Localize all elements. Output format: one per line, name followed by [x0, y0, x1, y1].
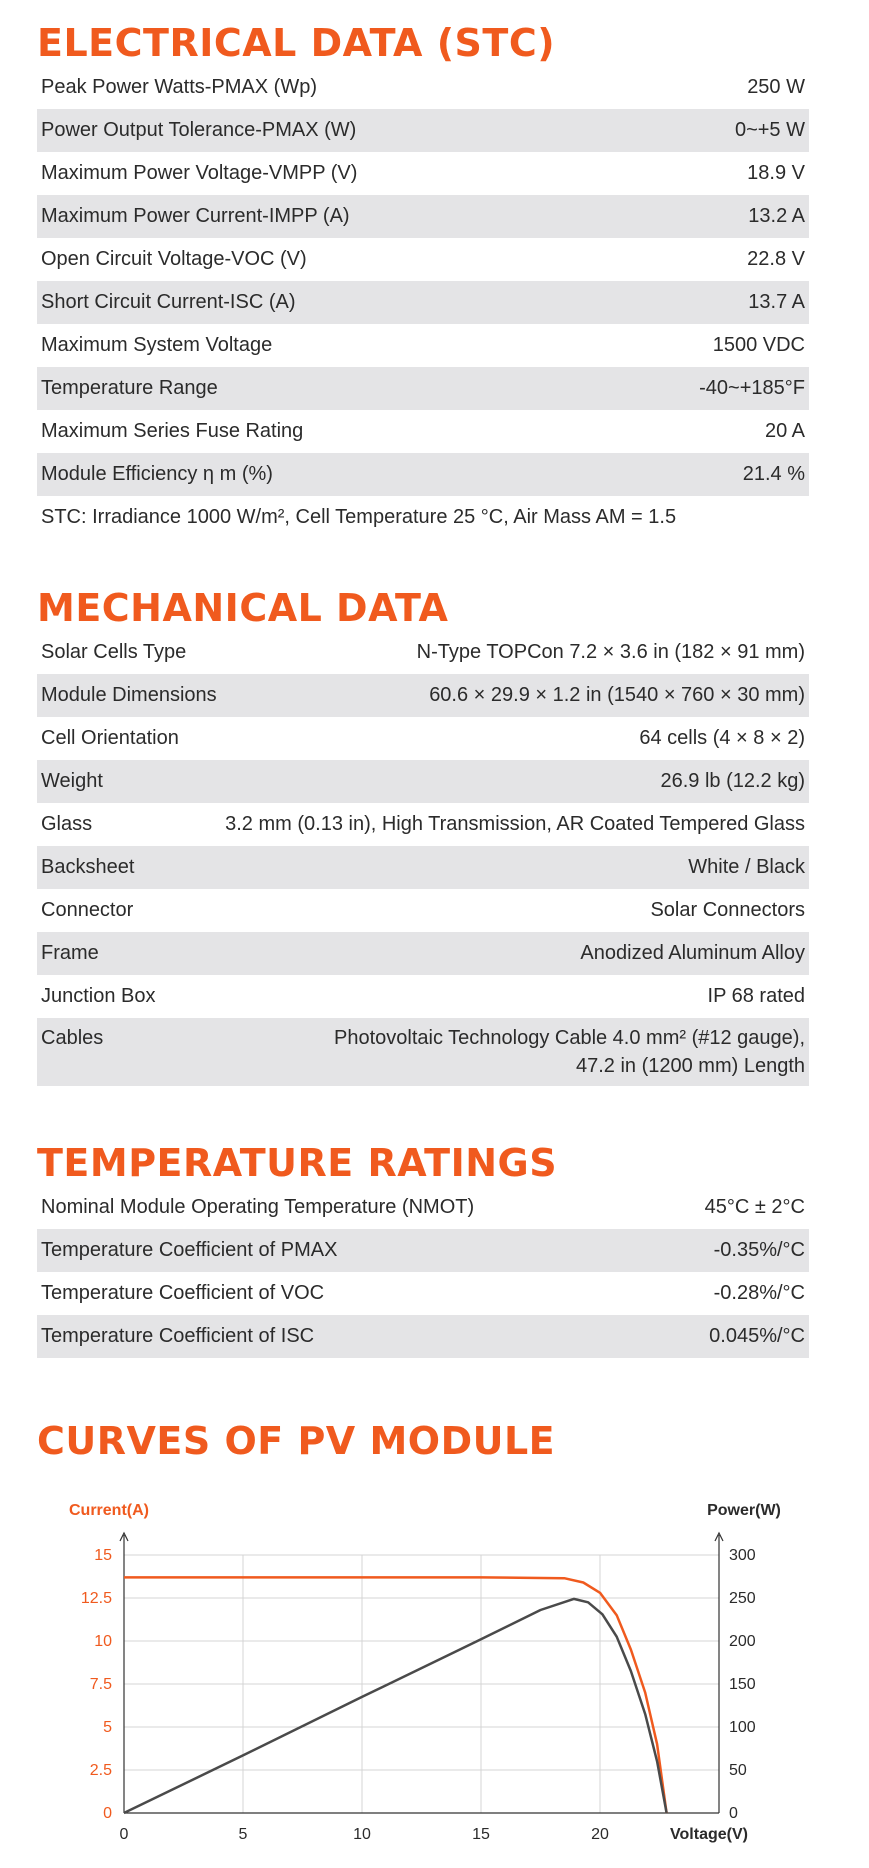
spec-label: Frame: [37, 932, 221, 975]
spec-value: 22.8 V: [747, 248, 805, 270]
spec-value: 18.9 V: [747, 162, 805, 184]
table-row: [37, 238, 809, 281]
mechanical-data-section: [37, 585, 809, 1086]
mechanical-data-table: [37, 631, 809, 1086]
spec-value: -40~+185°F: [608, 367, 809, 410]
table-row: [37, 281, 809, 324]
spec-label: Temperature Coefficient of PMAX: [37, 1229, 657, 1272]
x-tick-label: 5: [238, 1826, 248, 1843]
y-right-tick-label: 0: [729, 1805, 738, 1822]
spec-value: 1500 VDC: [712, 334, 805, 356]
spec-value: White / Black: [221, 846, 809, 889]
y-left-tick-label: 2.5: [89, 1762, 112, 1779]
spec-value: 0~+5 W: [608, 109, 809, 152]
spec-label: Short Circuit Current-ISC (A): [37, 281, 608, 324]
stc-note: STC: Irradiance 1000 W/m², Cell Temperature 25 °C, Air Mass AM = 1.5: [41, 506, 677, 528]
y-left-tick-label: 10: [94, 1633, 112, 1650]
table-row: [37, 324, 809, 367]
table-row: [37, 631, 809, 674]
table-row: [37, 975, 809, 1018]
temperature-ratings-section: [37, 1140, 809, 1358]
spec-value: 20 A: [764, 420, 805, 442]
electrical-data-table: [37, 66, 809, 496]
table-row: [37, 932, 809, 975]
y-left-tick-label: 0: [103, 1805, 112, 1822]
table-row: [37, 889, 809, 932]
electrical-data-section: [37, 20, 809, 539]
y-axis-right-title: Power(W): [707, 1502, 781, 1519]
spec-value: IP 68 rated: [707, 985, 805, 1007]
y-right-tick-label: 150: [729, 1676, 756, 1693]
spec-value: 26.9 lb (12.2 kg): [221, 760, 809, 803]
x-tick-label: 15: [472, 1826, 490, 1843]
spec-label: Temperature Coefficient of VOC: [41, 1282, 325, 1304]
spec-value: Anodized Aluminum Alloy: [221, 932, 809, 975]
table-row: [37, 1229, 809, 1272]
spec-label: Glass: [41, 813, 93, 835]
table-row: [37, 760, 809, 803]
spec-value: Solar Connectors: [650, 899, 805, 921]
iv-pv-curve-chart: [37, 1470, 809, 1860]
current-voltage-curve: [124, 1577, 667, 1813]
spec-value: -0.35%/°C: [657, 1229, 809, 1272]
spec-label: Junction Box: [41, 985, 156, 1007]
spec-label: Open Circuit Voltage-VOC (V): [41, 248, 307, 270]
spec-label: Weight: [37, 760, 221, 803]
table-row: [37, 803, 809, 846]
table-row: [37, 195, 809, 238]
y-right-tick-label: 250: [729, 1590, 756, 1607]
y-right-tick-label: 50: [729, 1762, 747, 1779]
table-row: [37, 109, 809, 152]
table-row: [37, 152, 809, 195]
spec-value: 13.2 A: [608, 195, 809, 238]
table-row: [37, 410, 809, 453]
x-tick-label: 20: [591, 1826, 609, 1843]
curves-title: CURVES OF PV MODULE: [37, 1419, 556, 1463]
table-row: [37, 846, 809, 889]
spec-value: 64 cells (4 × 8 × 2): [639, 727, 805, 749]
temperature-ratings-title: TEMPERATURE RATINGS: [37, 1141, 558, 1185]
x-axis-title: Voltage(V): [670, 1826, 748, 1843]
table-row: [37, 717, 809, 760]
spec-value: -0.28%/°C: [713, 1282, 805, 1304]
table-row: [37, 453, 809, 496]
spec-label: Cables: [37, 1018, 221, 1086]
y-right-tick-label: 200: [729, 1633, 756, 1650]
cables-value-line-1: Photovoltaic Technology Cable 4.0 mm² (#12 gauge),: [333, 1027, 805, 1049]
curves-section: [37, 1418, 809, 1464]
spec-value: 45°C ± 2°C: [704, 1196, 805, 1218]
spec-label: Maximum Power Voltage-VMPP (V): [41, 162, 358, 184]
spec-value: 250 W: [747, 76, 805, 98]
y-axis-left-title: Current(A): [69, 1502, 149, 1519]
y-right-tick-label: 300: [729, 1547, 756, 1564]
electrical-data-title: ELECTRICAL DATA (STC): [37, 21, 556, 65]
spec-value: N-Type TOPCon 7.2 × 3.6 in (182 × 91 mm): [416, 641, 805, 663]
table-row: [37, 1186, 809, 1229]
power-voltage-curve: [124, 1599, 667, 1813]
spec-value: 60.6 × 29.9 × 1.2 in (1540 × 760 × 30 mm): [221, 674, 809, 717]
spec-value: 0.045%/°C: [657, 1315, 809, 1358]
table-row: [37, 1018, 809, 1086]
spec-label: Maximum System Voltage: [41, 334, 273, 356]
spec-label: Maximum Series Fuse Rating: [41, 420, 304, 442]
spec-value: 13.7 A: [608, 281, 809, 324]
spec-label: Temperature Coefficient of ISC: [37, 1315, 657, 1358]
spec-label: Cell Orientation: [41, 727, 179, 749]
y-left-tick-label: 5: [103, 1719, 112, 1736]
cables-value-line-2: 47.2 in (1200 mm) Length: [575, 1055, 805, 1077]
table-row: [37, 367, 809, 410]
table-row: [37, 1315, 809, 1358]
y-left-tick-label: 7.5: [89, 1676, 112, 1693]
spec-value: 21.4 %: [608, 453, 809, 496]
spec-label: Solar Cells Type: [41, 641, 187, 663]
mechanical-data-title: MECHANICAL DATA: [37, 586, 449, 630]
spec-label: Maximum Power Current-IMPP (A): [37, 195, 608, 238]
temperature-ratings-table: [37, 1186, 809, 1358]
y-left-tick-label: 15: [94, 1547, 112, 1564]
x-tick-label: 0: [119, 1826, 129, 1843]
spec-label: Module Efficiency η m (%): [37, 453, 608, 496]
spec-label: Module Dimensions: [37, 674, 221, 717]
spec-label: Peak Power Watts-PMAX (Wp): [41, 76, 317, 98]
spec-label: Connector: [41, 899, 134, 921]
table-row: [37, 66, 809, 109]
y-right-tick-label: 100: [729, 1719, 756, 1736]
spec-label: Backsheet: [37, 846, 221, 889]
spec-label: Temperature Range: [37, 367, 608, 410]
table-row: [37, 674, 809, 717]
x-tick-label: 10: [353, 1826, 371, 1843]
spec-value: 3.2 mm (0.13 in), High Transmission, AR Coated Tempered Glass: [225, 813, 805, 835]
spec-value: [221, 1018, 809, 1086]
y-left-tick-label: 12.5: [80, 1590, 112, 1607]
spec-label: Nominal Module Operating Temperature (NMOT): [41, 1196, 475, 1218]
table-row: [37, 1272, 809, 1315]
spec-label: Power Output Tolerance-PMAX (W): [37, 109, 608, 152]
